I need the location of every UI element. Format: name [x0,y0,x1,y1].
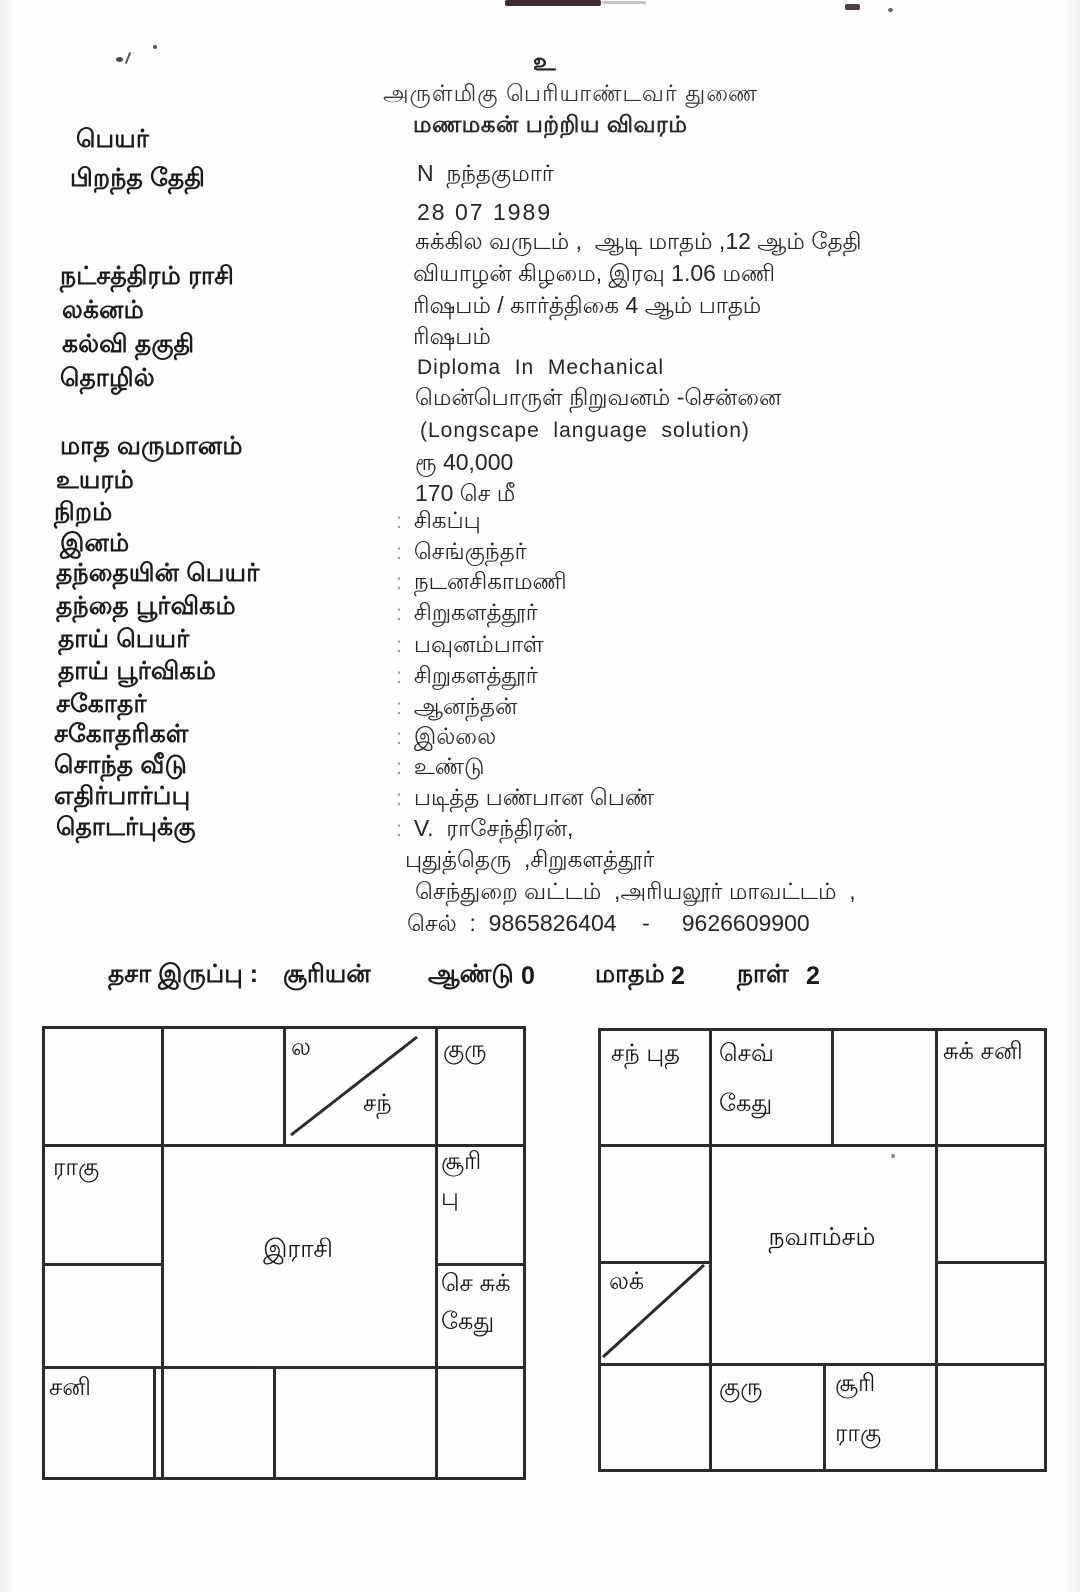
invocation-symbol: உ [533,48,556,76]
grid-line [45,1263,161,1266]
dasa-day-value: 2 [806,962,820,990]
grid-line [435,1029,438,1477]
grid-line [153,1366,156,1477]
colon-mark: : [396,541,402,564]
value-contact-name: : V. ராசேந்திரன், [396,815,574,841]
value-own-house: : உண்டு [396,753,485,779]
field-label-monthly-income: மாத வருமானம் [60,432,243,460]
colon-mark: : [396,602,402,625]
value-father-native: : சிறுகளத்தூர் [396,599,538,625]
value-company-note: (Longscape language solution) [420,419,750,442]
value-education: Diploma In Mechanical [417,356,665,379]
dasa-year-value: 0 [521,962,535,990]
colon-mark: : [396,571,402,594]
colon-mark: : [396,510,402,533]
dasa-planet: சூரியன் [283,960,371,988]
nav-ragu: ராகு [835,1420,882,1447]
grid-line [273,1366,276,1477]
field-label-sisters: சகோதரிகள் [54,720,189,748]
dasa-year-label: ஆண்டு [428,960,514,988]
field-label-mother-name: தாய் பெயர் [58,625,190,653]
colon-mark: : [396,787,402,810]
field-label-complexion: நிறம் [54,498,113,526]
field-label-contact: தொடர்புக்கு [56,813,196,841]
rasi-ragu: ராகு [53,1154,100,1181]
scan-artifact-dot [888,8,893,12]
value-brothers: : ஆனந்தன் [396,693,518,719]
dasa-month-value: 2 [671,962,685,990]
document-title: மணமகன் பற்றிய விவரம் [413,111,688,137]
rasi-chart-title: இராசி [263,1235,333,1263]
value-monthly-income: ரூ 40,000 [415,449,514,475]
value-contact-phone: செல் : 9865826404 - 9626609900 [407,910,810,936]
grid-line [935,1261,1044,1264]
field-label-brothers: சகோதர் [56,690,147,718]
nav-suri: சூரி [835,1370,876,1397]
field-label-dob: பிறந்த தேதி [70,164,206,192]
scan-artifact-strip [505,0,601,6]
grid-line [45,1144,523,1147]
field-label-star-rasi: நட்சத்திரம் ராசி [60,262,235,290]
nav-guru: குரு [719,1374,763,1401]
value-contact-district: செந்துறை வட்டம் ,அரியலூர் மாவட்டம் , [415,878,856,904]
value-mother-native: : சிறுகளத்தூர் [396,662,538,688]
value-father-name: : நடனசிகாமணி [396,568,567,594]
colon-mark: : [396,818,402,841]
field-label-father-native: தந்தை பூர்விகம் [56,592,236,620]
field-label-height: உயரம் [56,466,134,494]
colon-mark: : [396,696,402,719]
rasi-sani-chandra: சந் [363,1090,392,1117]
value-height: 170 செ மீ [415,480,516,506]
scan-artifact-slash [125,52,131,64]
value-groom-name: N நந்தகுமார் [417,160,554,186]
colon-mark: : [396,756,402,779]
rasi-chart [42,1026,526,1480]
value-contact-street: புதுத்தெரு ,சிறுகளத்தூர் [405,846,655,872]
rasi-lagna-abbr: ல [291,1034,311,1061]
field-label-father-name: தந்தையின் பெயர் [56,559,260,587]
colon-mark: : [396,665,402,688]
value-lagnam: ரிஷபம் [413,323,491,349]
field-label-occupation: தொழில் [60,364,155,392]
scan-artifact-dash [845,4,860,10]
dasa-label: தசா இருப்பு : [108,960,259,988]
value-tamil-year-date: சுக்கில வருடம் , ஆடி மாதம் ,12 ஆம் தேதி [415,228,862,254]
rasi-guru: குரு [443,1036,487,1063]
value-sisters: : இல்லை [396,723,497,749]
value-company: மென்பொருள் நிறுவனம் -சென்னை [415,384,782,410]
scan-artifact-mark [116,57,123,62]
value-complexion: : சிகப்பு [396,507,481,533]
rasi-budha: பு [441,1184,459,1211]
blessing-line: அருள்மிகு பெரியாண்டவர் துணை [383,80,759,106]
value-expectation: : படித்த பண்பான பெண் [396,784,655,810]
navamsam-chart [598,1028,1047,1472]
value-community: : செங்குந்தர் [396,538,527,564]
field-label-mother-native: தாய் பூர்விகம் [58,657,217,685]
nav-lagna: லக் [609,1268,645,1295]
value-dob: 28 07 1989 [417,199,553,225]
colon-mark: : [396,726,402,749]
value-mother-name: : பவுனம்பாள் [396,631,544,657]
grid-line [45,1366,523,1369]
dasa-day-label: நாள் [737,960,789,988]
nav-chandra-budha: சந் புத [611,1040,680,1067]
grid-line [435,1263,523,1266]
field-label-lagnam: லக்னம் [62,296,144,324]
navamsam-chart-title: நவாம்சம் [768,1223,876,1251]
rasi-sani: சனி [49,1374,91,1401]
rasi-kethu: கேது [441,1308,495,1335]
rasi-suri: சூரி [441,1148,482,1175]
field-label-name: பெயர் [76,125,150,153]
nav-sevvai: செவ் [719,1040,774,1067]
field-label-education: கல்வி தகுதி [62,330,195,358]
value-day-time: வியாழன் கிழமை, இரவு 1.06 மணி [413,260,776,286]
field-label-own-house: சொந்த வீடு [54,751,188,779]
scan-artifact-strip-faint [602,1,646,4]
grid-line [823,1363,826,1469]
field-label-expectation: எதிர்பார்ப்பு [54,782,191,810]
nav-sukra-sani: சுக் சனி [943,1038,1023,1065]
colon-mark: : [396,634,402,657]
grid-line [601,1144,1044,1147]
field-label-community: இனம் [60,529,130,557]
grid-line [831,1031,834,1144]
grid-line [935,1031,938,1469]
nav-kethu: கேது [719,1090,773,1117]
scan-artifact-dot-2 [153,45,157,49]
rasi-sevvai-sukra: செ சுக் [441,1270,511,1297]
value-star-padam: ரிஷபம் / கார்த்திகை 4 ஆம் பாதம் [413,292,762,318]
dasa-month-label: மாதம் [595,960,665,988]
